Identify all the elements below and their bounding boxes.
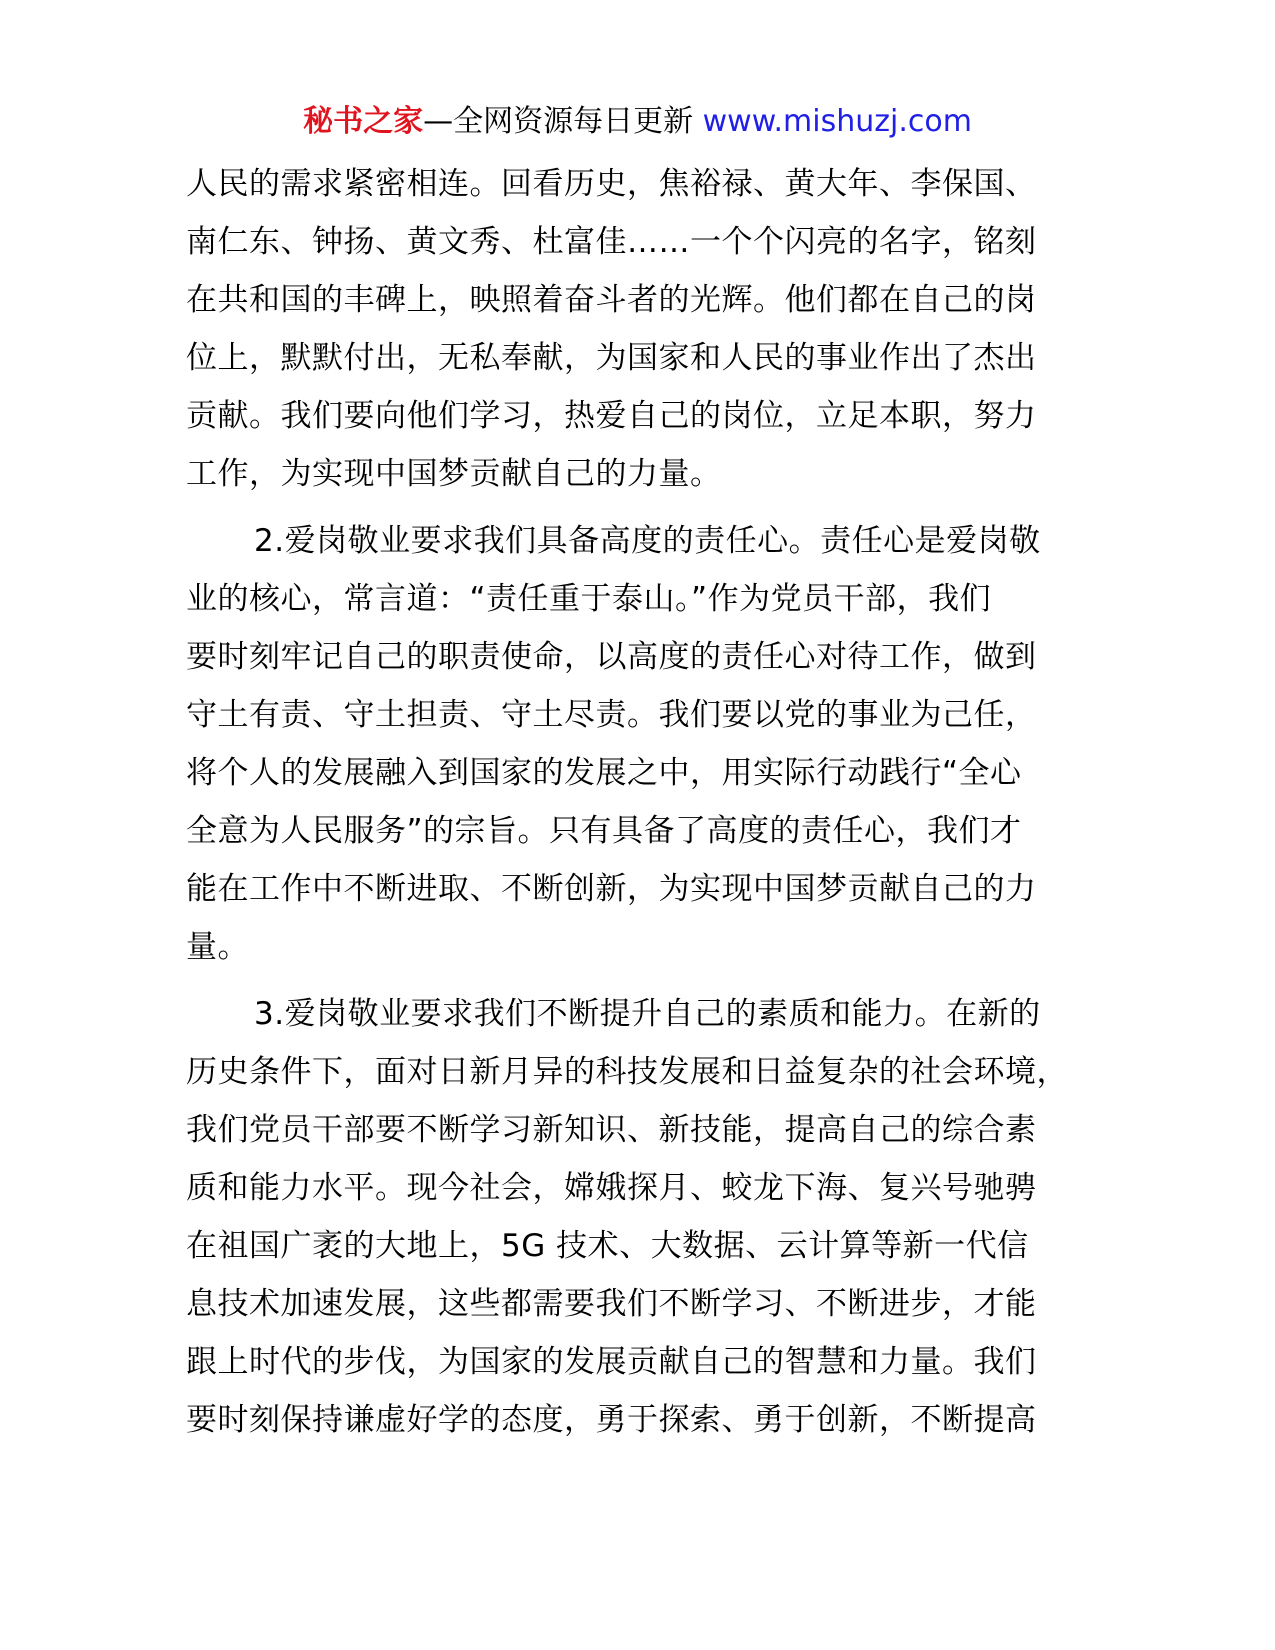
text-line: 在祖国广袤的大地上，5G 技术、大数据、云计算等新一代信 <box>186 1228 1029 1264</box>
text-line: 南仁东、钟扬、黄文秀、杜富佳……一个个闪亮的名字，铭刻 <box>186 224 1037 260</box>
text-line: 2.爱岗敬业要求我们具备高度的责任心。责任心是爱岗敬 <box>254 523 1041 559</box>
text-line: 要时刻保持谦虚好学的态度，勇于探索、勇于创新，不断提高 <box>186 1402 1037 1438</box>
paragraph-spacer <box>186 976 1106 985</box>
header-url-link[interactable]: www.mishuzj.com <box>702 104 972 139</box>
page-header <box>0 100 1275 144</box>
header-tagline: —全网资源每日更新 <box>423 104 703 139</box>
text-line: 工作，为实现中国梦贡献自己的力量。 <box>186 456 722 492</box>
text-line: 量。 <box>186 929 249 965</box>
text-line: 息技术加速发展，这些都需要我们不断学习、不断进步，才能 <box>186 1286 1037 1322</box>
text-line: 位上，默默付出，无私奉献，为国家和人民的事业作出了杰出 <box>186 340 1037 376</box>
text-line: 我们党员干部要不断学习新知识、新技能，提高自己的综合素 <box>186 1112 1037 1148</box>
text-line: 全意为人民服务”的宗旨。只有具备了高度的责任心，我们才 <box>186 813 1022 849</box>
paragraph-spacer <box>186 503 1106 512</box>
text-line: 将个人的发展融入到国家的发展之中，用实际行动践行“全心 <box>186 755 1022 791</box>
text-line: 要时刻牢记自己的职责使命，以高度的责任心对待工作，做到 <box>186 639 1037 675</box>
text-line: 历史条件下，面对日新月异的科技发展和日益复杂的社会环境， <box>186 1054 1068 1090</box>
text-line: 质和能力水平。现今社会，嫦娥探月、蛟龙下海、复兴号驰骋 <box>186 1170 1037 1206</box>
paragraph-1 <box>186 155 1106 503</box>
text-line: 在共和国的丰碑上，映照着奋斗者的光辉。他们都在自己的岗 <box>186 282 1037 318</box>
paragraph-2 <box>186 512 1106 976</box>
text-line: 人民的需求紧密相连。回看历史，焦裕禄、黄大年、李保国、 <box>186 166 1037 202</box>
text-line: 跟上时代的步伐，为国家的发展贡献自己的智慧和力量。我们 <box>186 1344 1037 1380</box>
text-line: 守土有责、守土担责、守土尽责。我们要以党的事业为己任， <box>186 697 1037 733</box>
text-line: 贡献。我们要向他们学习，热爱自己的岗位，立足本职，努力 <box>186 398 1037 434</box>
text-line: 业的核心，常言道：“责任重于泰山。”作为党员干部，我们 <box>186 581 992 617</box>
text-line: 3.爱岗敬业要求我们不断提升自己的素质和能力。在新的 <box>254 996 1041 1032</box>
text-line: 能在工作中不断进取、不断创新，为实现中国梦贡献自己的力 <box>186 871 1037 907</box>
paragraph-3 <box>186 985 1106 1449</box>
document-body <box>186 155 1106 1449</box>
header-brand: 秘书之家 <box>303 104 424 139</box>
